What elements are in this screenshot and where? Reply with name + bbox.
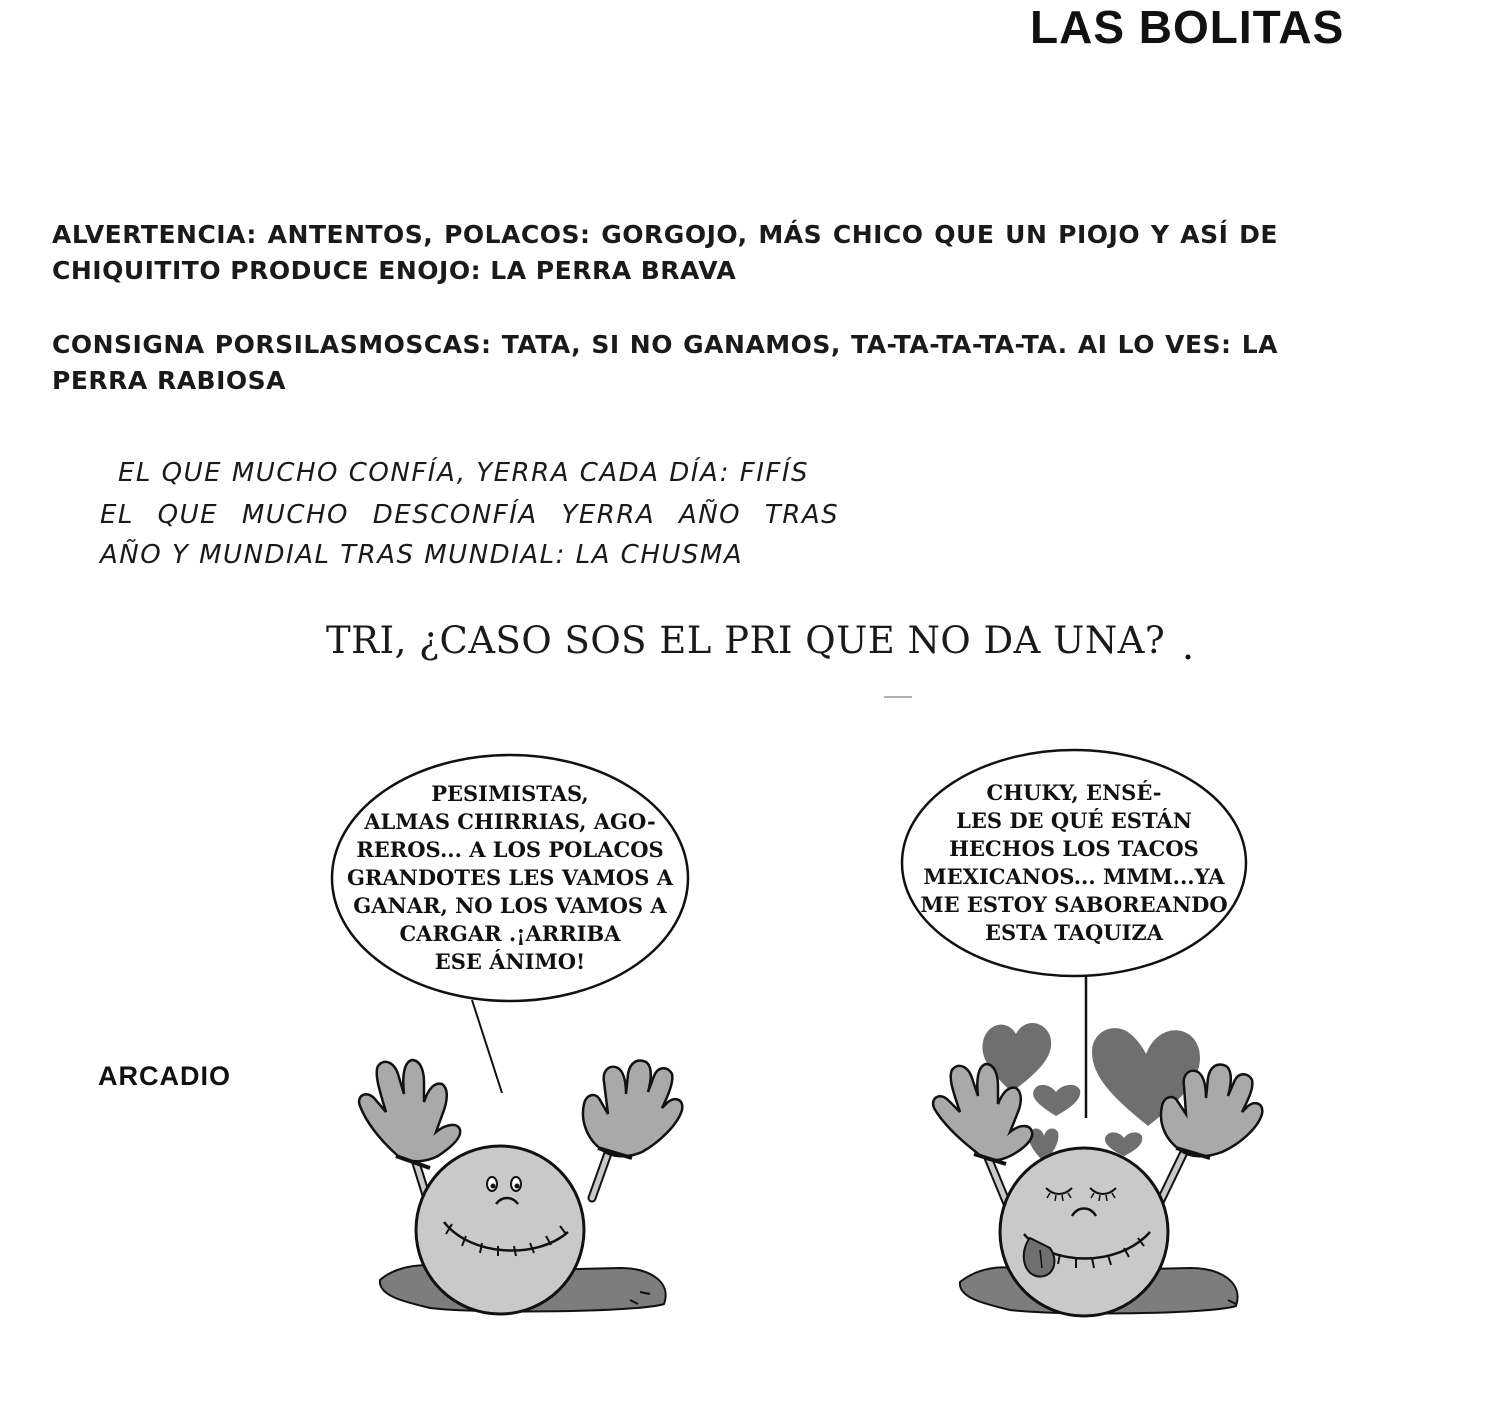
worried-ball-character-icon: [359, 1060, 682, 1314]
consigna-paragraph: CONSIGNA PORSILASMOSCAS: TATA, SI NO GANAMOS, TA-TA-TA-TA-TA. AI LO VES: LA PERRA RABIOSA: [52, 330, 1278, 395]
page-title: LAS BOLITAS: [1030, 1, 1345, 53]
saying-line-1: EL QUE MUCHO CONFÍA, YERRA CADA DÍA: FIFÍS: [118, 458, 809, 488]
right-glove-icon: [583, 1061, 682, 1159]
saying-line-2: EL QUE MUCHO DESCONFÍA YERRA AÑO TRAS: [100, 500, 840, 530]
dreaming-ball-character-icon: [933, 1023, 1262, 1316]
right-bubble-text-box: [904, 770, 1244, 956]
left-bubble-text: PESIMISTAS, ALMAS CHIRRIAS, AGO- REROS... A LOS POLACOS GRANDOTES LES VAMOS A GANAR, NO LOS VAMOS A CARGAR .¡ARRIBA ESE ÁNIMO!: [346, 781, 673, 974]
left-glove-icon: [359, 1060, 460, 1168]
advertencia-paragraph: ALVERTENCIA: ANTENTOS, POLACOS: GORGOJO, MÁS CHICO QUE UN PIOJO Y ASÍ DE CHIQUITITO PRODUCE ENOJO: LA PERRA BRAVA: [52, 220, 1278, 285]
cartoon-headline: TRI, ¿CASO SOS EL PRI QUE NO DA UNA?: [326, 619, 1166, 662]
left-bubble-text-box: [345, 770, 675, 986]
right-bubble-text: CHUKY, ENSÉ- LES DE QUÉ ESTÁN HECHOS LOS TACOS MEXICANOS... MMM...YA ME ESTOY SABOREANDO ESTA TAQUIZA: [920, 780, 1228, 945]
saying-line-3: AÑO Y MUNDIAL TRAS MUNDIAL: LA CHUSMA: [100, 540, 744, 570]
author-credit: ARCADIO: [98, 1061, 231, 1091]
